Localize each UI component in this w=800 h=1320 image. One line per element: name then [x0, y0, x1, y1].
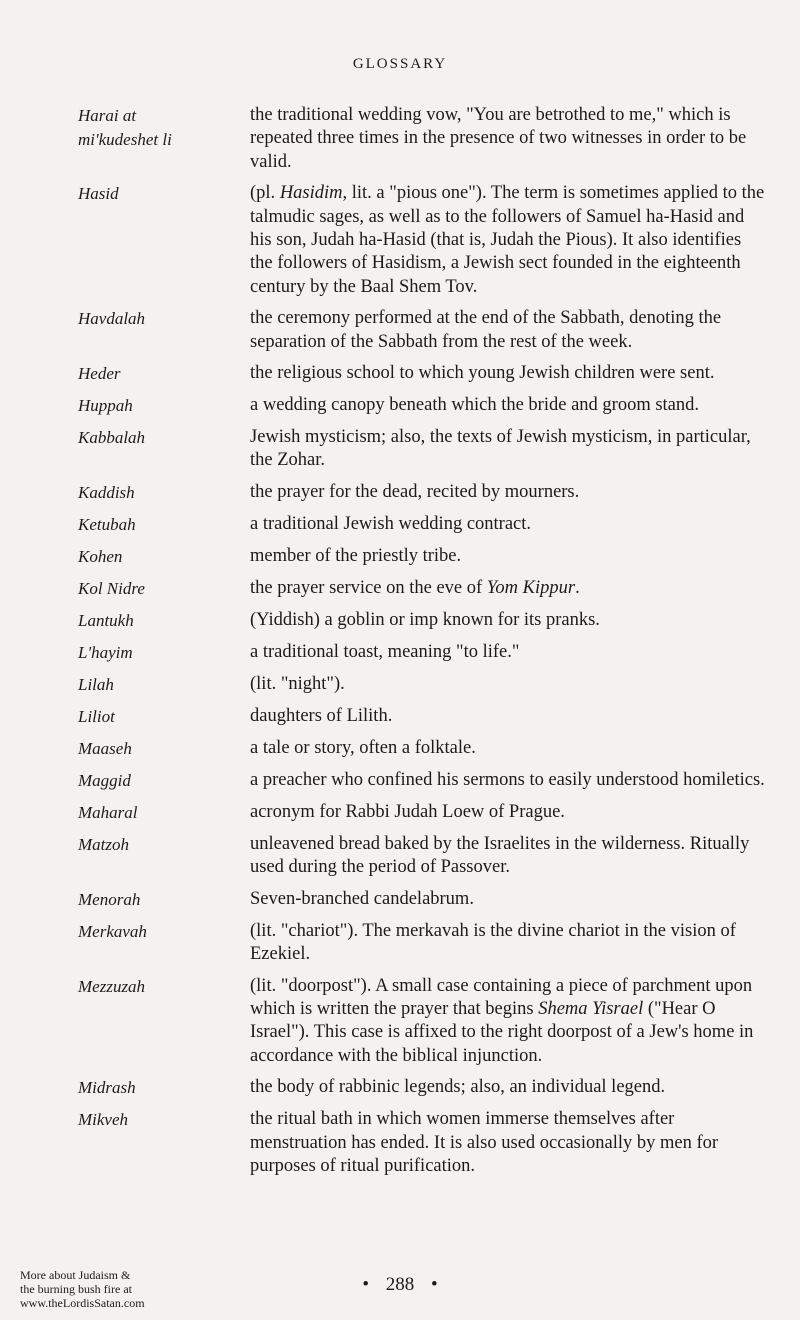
- definition-text: (Yiddish) a goblin or imp known for its pranks.: [250, 609, 600, 630]
- glossary-term: Maharal: [78, 802, 138, 822]
- glossary-definition: [250, 394, 768, 418]
- glossary-term: Kabbalah: [78, 428, 146, 448]
- glossary-definition: [250, 426, 768, 473]
- definition-italic-text: Hasidim: [279, 183, 343, 204]
- definition-text: acronym for Rabbi Judah Loew of Prague.: [250, 801, 565, 822]
- glossary-term: Maggid: [78, 770, 131, 790]
- glossary-entry: [78, 833, 768, 880]
- definition-text: (lit. "doorpost"). A small case containing a piece of parchment upon which is written the prayer that begins: [250, 975, 753, 1019]
- glossary-definition: [250, 481, 768, 505]
- glossary-definition: [250, 577, 768, 601]
- definition-text: the religious school to which young Jewish children were sent.: [250, 363, 715, 384]
- glossary-entry: [78, 362, 768, 386]
- glossary-term: Ketubah: [78, 514, 136, 534]
- glossary-entry: [78, 737, 768, 761]
- glossary-entry: [78, 769, 768, 793]
- bullet-left: •: [362, 1274, 369, 1295]
- definition-text: daughters of Lilith.: [250, 705, 393, 726]
- glossary-term: Lantukh: [78, 610, 134, 630]
- definition-text: unleavened bread baked by the Israelites in the wilderness. Ritually used during the period of Passover.: [250, 833, 750, 878]
- glossary-definition: [250, 1076, 768, 1100]
- glossary-definition: [250, 975, 768, 1069]
- glossary-entry: [78, 920, 768, 967]
- glossary-definition: [250, 920, 768, 967]
- definition-text: (lit. "night").: [250, 673, 345, 694]
- definition-text: a traditional toast, meaning "to life.": [250, 641, 520, 662]
- glossary-entry: [78, 513, 768, 537]
- definition-text: a tale or story, often a folktale.: [250, 737, 476, 758]
- glossary-entry: [78, 888, 768, 912]
- glossary-term: Kohen: [78, 546, 123, 566]
- glossary-definition: [250, 545, 768, 569]
- glossary-entry: [78, 641, 768, 665]
- glossary-term: Menorah: [78, 889, 141, 909]
- glossary-definition: [250, 801, 768, 825]
- definition-text: the ceremony performed at the end of the Sabbath, denoting the separation of the Sabbath from the rest of the week.: [250, 308, 722, 352]
- definition-text: Seven-branched candelabrum.: [250, 888, 474, 909]
- definition-text: (lit. "chariot"). The merkavah is the divine chariot in the vision of Ezekiel.: [250, 920, 736, 965]
- glossary-term: Liliot: [78, 706, 115, 726]
- glossary-definition: [250, 888, 768, 912]
- definition-italic-text: Shema Yisrael: [538, 998, 644, 1019]
- glossary-term: Kol Nidre: [78, 578, 145, 598]
- glossary-entry: [78, 975, 768, 1069]
- glossary-term: Mikveh: [78, 1110, 129, 1130]
- glossary-definition: [250, 705, 768, 729]
- glossary-term: Matzoh: [78, 834, 129, 854]
- glossary-term: Kaddish: [78, 482, 135, 502]
- glossary-term: Merkavah: [78, 921, 147, 941]
- glossary-definition: [250, 104, 768, 174]
- glossary-entry: [78, 307, 768, 354]
- glossary-entry: [78, 426, 768, 473]
- glossary-term: L'hayim: [78, 642, 133, 662]
- glossary-entry: [78, 1108, 768, 1178]
- definition-text: the body of rabbinic legends; also, an individual legend.: [250, 1077, 666, 1098]
- definition-text: ("Hear O Israel"). This case is affixed to the right doorpost of a Jew's home in accordance with the biblical injunction.: [250, 998, 754, 1066]
- bullet-right: •: [431, 1274, 438, 1295]
- glossary-list: [78, 104, 768, 1186]
- glossary-definition: [250, 769, 768, 793]
- glossary-term: Maaseh: [78, 738, 132, 758]
- definition-text: a preacher who confined his sermons to easily understood homiletics.: [250, 769, 765, 790]
- definition-text: Jewish mysticism; also, the texts of Jewish mysticism, in particular, the Zohar.: [250, 427, 751, 471]
- glossary-term: Huppah: [78, 396, 133, 416]
- glossary-entry: [78, 481, 768, 505]
- page-header: GLOSSARY: [352, 56, 448, 72]
- glossary-term: Havdalah: [78, 309, 146, 329]
- glossary-definition: [250, 307, 768, 354]
- glossary-entry: [78, 104, 768, 174]
- glossary-definition: [250, 362, 768, 386]
- definition-text: a traditional Jewish wedding contract.: [250, 513, 532, 534]
- glossary-entry: [78, 545, 768, 569]
- glossary-definition: [250, 833, 768, 880]
- glossary-entry: [78, 1076, 768, 1100]
- glossary-term: Harai at mi'kudeshet li: [78, 106, 172, 149]
- glossary-definition: [250, 737, 768, 761]
- glossary-definition: [250, 641, 768, 665]
- glossary-entry: [78, 801, 768, 825]
- definition-text: .: [575, 577, 580, 598]
- definition-text: the ritual bath in which women immerse themselves after menstruation has ended. It is also used occasionally by men for purposes of ritual purification.: [250, 1109, 719, 1176]
- definition-text: the traditional wedding vow, "You are betrothed to me," which is repeated three times in the presence of two witnesses in order to be valid.: [250, 105, 747, 172]
- glossary-definition: [250, 609, 768, 633]
- glossary-term: Hasid: [78, 184, 119, 204]
- glossary-entry: [78, 609, 768, 633]
- definition-italic-text: Yom Kippur: [486, 577, 576, 598]
- glossary-entry: [78, 673, 768, 697]
- glossary-definition: [250, 673, 768, 697]
- page-number: 288: [385, 1274, 415, 1295]
- definition-text: the prayer service on the eve of: [250, 577, 487, 598]
- glossary-definition: [250, 1108, 768, 1178]
- glossary-definition: [250, 513, 768, 537]
- glossary-entry: [78, 577, 768, 601]
- glossary-term: Mezzuzah: [78, 976, 146, 996]
- glossary-entry: [78, 394, 768, 418]
- glossary-term: Midrash: [78, 1078, 136, 1098]
- definition-text: the prayer for the dead, recited by mourners.: [250, 481, 580, 502]
- definition-text: member of the priestly tribe.: [250, 545, 462, 566]
- glossary-term: Heder: [78, 364, 121, 384]
- definition-text: a wedding canopy beneath which the bride and groom stand.: [250, 395, 700, 416]
- glossary-entry: [78, 705, 768, 729]
- definition-text: (pl.: [250, 183, 280, 204]
- definition-text: , lit. a "pious one"). The term is sometimes applied to the talmudic sages, as well as to the followers of Samuel ha-Hasid and his son, Judah ha-Hasid (that is, Judah the Pious). It also identifies the followers of Hasidism, a Jewish sect founded in the eighteenth century by the Baal Shem Tov.: [250, 183, 765, 297]
- glossary-entry: [78, 182, 768, 299]
- watermark-note: More about Judaism & the burning bush fire at www.theLordisSatan.com: [20, 1268, 145, 1310]
- glossary-definition: [250, 182, 768, 299]
- glossary-term: Lilah: [78, 674, 114, 694]
